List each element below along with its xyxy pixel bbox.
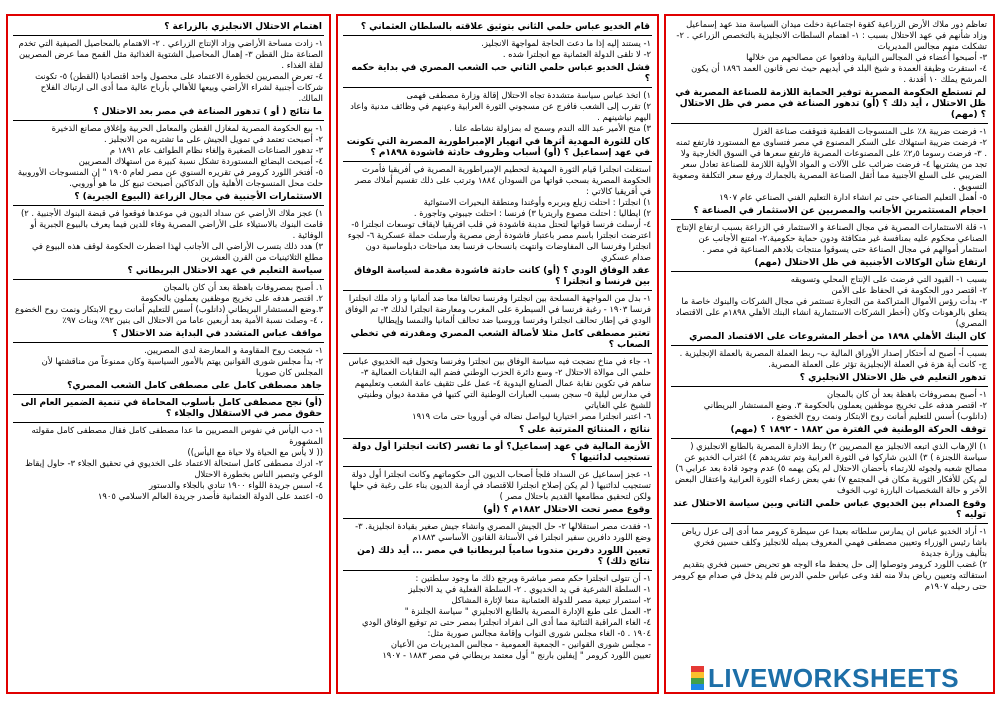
worksheet-column-left — [6, 14, 331, 694]
section-heading: ما نتائج ( أو ) تدهور الصناعة في مصر بعد الاحتلال ؟ — [13, 106, 324, 121]
section-paragraph: ١- جاء في مناخ نضجت فيه سياسة الوفاق بين انجلترا وفرنسا وتحول فيه الخديوي عباس حلمي الى موالاة الاحتلال ٢- وسع دائرة الحزب الوطني فضم اليه النقابات العمالية ٣- ساهم في تكوين نقابة عمال الصنايع اليدوية ٤- عمل على تثقيف عامة الشعب وتعليمهم في مدارس ليلية ٥- سجن بسبب العبارات الوطنية التي كتبها في مقدمة ديوان وطنيتي للشيخ علي الغاياتي — [348, 356, 651, 410]
logo-mark-icon — [691, 666, 704, 690]
section-heading: قام الخديو عباس حلمي الثاني بتوثيق علاقته بالسلطان العثماني ؟ — [343, 21, 652, 36]
worksheet-column-right — [664, 14, 995, 694]
section-paragraph: ٣.وضع المستشار البريطاني (دانلوب) أسس للتعليم أمانت روح الابتكار ونمت روح الخضوع ، ٤- وصلت نسبة الأمية بعد أربعين عاما من الاحتلال الى بنين ٩٢٪ وبنات ٩٧٪ — [14, 304, 323, 325]
section-paragraph: ٣- تدهور الصناعات الصغيرة وإلغاء نظام الطوائف عام ١٨٩١ م — [109, 145, 323, 155]
section-paragraph: ٢- فرضت ضريبة استهلاك على السكر المصنوع في مصر فتساوى مع المستورد فارتفع ثمنه . ٣- فرضت رسوما ٢٫٥٪ على المصنوعات المصرية فارتفع سعرها في السوق الخارجية ولا تجد من يشتريها ٤- فرضت ضرائب على الآلات و المواد الأولية اللازمة للصناعة تعادل سعر الضريبي على السلع الأجنبية مما أثقل الصناعة المصرية بالجمارك ورفع سعر التكلفة وصعوبة التسويق . — [672, 137, 987, 191]
section-paragraph: ٢) غضب اللورد كرومر وتوصلوا إلى حل يحفظ ماء الوجه هو تحريض حسين فخري بتقديم استقالته وتعيين رياض بدلا منه لقد وعى عباس حلمي الدرس فلم يدخل في صدام مع كرومر حتى رحيله ١٩٠٧م — [672, 559, 987, 591]
section-paragraph: ٣- بدأت رؤس الأموال المتراكمة من التجارة تستثمر في مجال الشركات والبنوك خاصة ما يتعلق بالرهونات وكان (أخطر الشركات الاستثمارية انشاء البنك الأهلي ١٨٩٨م على الاقتصاد المصري) — [675, 296, 987, 328]
section-paragraph: ١- زادت مساحة الأراضي وزاد الإنتاج الزراعي . ٢- الاهتمام بالمحاصيل الصيفية التي تخدم الصناعة مثل القطن ٣- إهمال المحاصيل الشتوية الغذائية مثل القمح مما عرض المصريين لقلة الغذاء . — [18, 38, 323, 70]
section-paragraph: ١) الإرهاب الذي اتبعه الانجليز مع المصريين ٢) ربط الادارة المصرية بالطابع الانجليزي ( سياسة اللجنزة ) ٣) الذين شاركوا في الثورة العرابية وتم تشريدهم ٤) اغتراب الخديو عن مصالح شعبه ولجوئه للارتماء بأحضان الاحتلال لم يكن يهمه ٥) عدم وجود قادة بعد عرابي ٦) لم يكن للأفكار الثورية مكان في المجتمع ٧) نفي بعض زعماء الثورة العرابية واعتقال البعض الآخر و حالة الشخصيات البارزة ثوب الخوف — [674, 441, 987, 495]
section-paragraph: - مجلس شورى القوانين - الجمعية العمومية - مجالس المديريات من الأعيان — [390, 639, 651, 649]
section-paragraph: ٢- لا تلقى الدولة العثمانية مع انجلترا شده . — [502, 49, 651, 59]
liveworksheets-logo[interactable] — [691, 663, 991, 693]
section-paragraph: ٥- أفتخر اللورد كرومر في تقريره السنوي عن مصر لعام ١٩٠٥ " إن المنسوجات الأوروبية حلت محل المنسوجات الأهلية وإن الدكاكين أصبحت تبيع كل ما هو أوروبي. — [17, 167, 323, 188]
section-heading: احجام المستثمرين الأجانب والمصريين عن الاستثمار في الصناعة ؟ — [671, 205, 988, 220]
section-heading: جاهد مصطفى كامل على مصطفى كامل الشعب المصري؟ — [13, 380, 324, 395]
section-heading: لم تستطع الحكومة المصرية توفير الحماية اللازمة للصناعة المصرية في ظل الاحتلال ، أيد ذلك ؟ (أو) تدهور الصناعة في مصر في ظل الاحتلال ؟ (مهم) — [671, 87, 988, 124]
section-heading: نتائج ، المنتائج المترتبة على ؟ — [343, 424, 652, 439]
section-heading: ارتفاع شأن الوكالات الأجنبية في ظل الاحتلال (مهم) — [671, 257, 988, 272]
section-paragraph: ١- أصبح بمصروفات باهظة بعد أن كان بالمجان — [826, 389, 987, 399]
section-paragraph: ١- عجز إسماعيل عن السداد فلجأ أصحاب الديون الى حكوماتهم وكانت انجلترا أول دولة تستجيب لدائنيها ( لم يكن إصلاح انجلترا للاقتصاد في أزمة الديون بناء على رغبة في حلها ولكن لتحقيق مطامعها القديم باحتلال مصر ) — [349, 469, 651, 501]
section-paragraph: استغلت انجلترا قيام الثورة المهدية لتحطيم الإمبراطورية المصرية في أفريقيا فأمرت الحكومة المصرية بسحب قواتها من السودان ١٨٨٤ وترتب على ذلك تقسيم أملاك مصر في أفريقيا كالاتي : — [354, 164, 651, 196]
section-paragraph: ٤- أرسلت فرنسا قواتها لتحتل مدينة فاشودة في قلب افريقيا لايقاف توسعات انجلترا ٥- اعترضت انجلترا باسم مصر باعتبار فاشودة أرض مصرية وأرسلت حملة عسكرية ٦- لجوء انجلترا وفرنسا الى المفاوضات وانتهت بانسحاب فرنسا بعد مباحثات دبلوماسية دون صدام عسكري — [347, 219, 651, 262]
section-paragraph: ١. أصبح بمصروفات باهظة بعد أن كان بالمجان — [163, 282, 323, 292]
section-paragraph: ٢. اقتصر هدفه على تخريج موظفين يعملون بالحكومة — [140, 293, 323, 303]
section-heading: الأزمة المالية في عهد إسماعيل؟ أو ما تفسر (كانت انجلترا أول دولة تستجيب لدائنيها ؟ — [343, 441, 652, 467]
section-paragraph: ٢- ادرك مصطفى كامل استحالة الاعتماد على الخديوي في تحقيق الجلاء ٣- حاول إيقاظ الوعي وتبصير الناس بخطورة الاحتلال — [25, 458, 323, 479]
section-paragraph: ١) اتخذ عباس سياسة متشددة تجاه الاحتلال إقالة وزارة مصطفى فهمى — [406, 90, 651, 100]
section-heading: سياسة التعليم في عهد الاحتلال البريطاني ؟ — [13, 265, 324, 280]
section-heading: (أو) نجح مصطفى كامل بأسلوب المحاماة في تنمية الضمير العام الى حقوق مصر في الاستقلال والجلاء ؟ — [13, 397, 324, 423]
section-paragraph: بسبب ١- القيود التي فرضت على الإنتاج المحلي وتسويقه — [790, 274, 987, 284]
section-paragraph: ١- أراد الخديو عباس ان يمارس سلطاته بعيدا عن سيطرة كرومر مما أدى إلى عزل رياض باشا رئيس الوزراء وتعيين مصطفى فهمي المعروف بميله للانجليز وكلف حسين فخري بتأليف وزارة جديدة — [681, 526, 987, 558]
section-paragraph: ٢- اقتصر هدفه على تخريج موظفين يعملون بالحكومة ٣. وضع المستشار البريطاني (دانلوب) أسس للتعليم أمانت روح الابتكار ونمت روح الخضوع ، — [703, 400, 987, 421]
section-heading: اهتمام الاحتلال الانجليزي بالزراعة ؟ — [13, 21, 324, 36]
section-paragraph: (( لا يأس مع الحياة ولا حياة مع اليأس)) — [187, 447, 323, 457]
section-paragraph: ٤- اسس جريدة اللواء ١٩٠٠ تنادي بالجلاء والدستور — [148, 480, 323, 490]
section-paragraph: ١- قلة الاستثمارات المصرية في مجال الصناعة و الاستثمار في الزراعة بسبب ارتفاع الإنتاج الصناعي محكوم عليه بمنافسة غير متكافئة ودون حماية حكومية.٢- امتنع الأجانب عن استثمار أموالهم في مجال الصناعة حتى يسوقوا منتجات بلادهم الصناعية في مصر . — [676, 222, 987, 254]
section-paragraph: ١- شجعت روح المقاومة و المعارضة لدى المصريين. — [144, 345, 323, 355]
section-paragraph: ٤- الغاء المراقبة الثنائية مما أدى الى انفراد انجلترا بمصر حتى تم توقيع الوفاق الودي ١٩٠٤ . ٥- الغاء مجلس شورى النواب وإقامة مجالس صورية مثل: — [362, 617, 651, 638]
section-paragraph: بسبب أ- أصبح له أحتكار إصدار الأوراق المالية ب- ربط العملة المصرية بالعملة الإنجليزية . ج- كانت أية هزة في العملة الإنجليزية تؤثر على العملة المصرية. — [679, 348, 987, 369]
worksheet-column-middle — [336, 14, 659, 694]
section-heading: توقف الحركة الوطنية في الفترة من ١٨٨٢ - ١٨٩٢ ؟ (مهم) — [671, 424, 988, 439]
section-paragraph: ١- يستند إليه إذا ما دعت الحاجة لمواجهة الانجليز. — [481, 38, 651, 48]
logo-text: LIVEWORKSHEETS — [708, 662, 960, 693]
section-paragraph: ٦- اعتبر انجلترا مصر اختياريا ليواصل نضاله في أوروبا حتى مات ١٩١٩ — [412, 411, 651, 421]
section-paragraph: ١) انجلترا : احتلت زيلع وبربره وأوغندا ومنطقة البحيرات الاستوائية — [423, 197, 651, 207]
section-paragraph: ١- دب اليأس في نفوس المصريين ما عدا مصطفى كامل فقال مصطفى كامل مقولته المشهورة — [31, 425, 323, 446]
section-heading: تعتبر مصطفى كامل مثلا لأصالة الشعب المصري ومقدرته في تخطي الصعاب ؟ — [343, 328, 652, 354]
section-paragraph: تعاظم دور ملاك الأرض الزراعية كقوة اجتماعية دخلت ميدان السياسة منذ عهد إسماعيل وزاد شأنهم في عهد الاحتلال بسبب : ١- اهتمام السلطات الانجليزية بالتخصص الزراعي . ٢- تشكلت منهم مجالس المديريات — [676, 19, 987, 51]
section-paragraph: ٣- العمل على طبع الإدارة المصرية بالطابع الانجليزي " سياسة الجلنزة " — [404, 606, 651, 616]
section-paragraph: ٤- أصبحت البضائع المستوردة تشكل نسبة كبيرة من استهلاك المصريين — [78, 156, 323, 166]
section-paragraph: ١- فرضت ضريبة ٨٪ على المنسوجات القطنية فتوقفت صناعة الغزل — [752, 126, 987, 136]
section-heading: كان البنك الأهلي ١٨٩٨ من أخطر المشروعات على الاقتصاد المصري — [671, 331, 988, 346]
logo-stripe — [691, 684, 704, 690]
section-paragraph: ١- السلطة الشرعية في يد الخديوي . ٢- السلطة الفعلية في يد الانجليز — [408, 584, 651, 594]
section-heading: وقوع مصر تحت الاحتلال ١٨٨٢م ؟ (أو) — [343, 504, 652, 519]
section-heading: كان للثورة المهدية أثرها في انهيار الإمبراطورية المصرية التي تكونت في عهد إسماعيل ؟ (أو) أسباب وظروف حادثة فاشودة ١٨٩٨م ؟ — [343, 136, 652, 162]
section-paragraph: ٣) منح الأمير عبد الله الندم وسمح له بمزاولة نشاطه علنا . — [449, 123, 651, 133]
section-heading: عقد الوفاق الودي ؟ (أو) كانت حادثة فاشودة مقدمة لسياسة الوفاق بين فرنسا و انجلترا ؟ — [343, 265, 652, 291]
section-paragraph: ٥- اعتمد على الدولة العثمانية فأصدر جريدة العالم الاسلامي ١٩٠٥ — [97, 491, 323, 501]
section-paragraph: ٥- أهمل التعليم الصناعي حتى تم انشاء ادارة التعليم الفني الصناعي عام ١٩٠٧ — [719, 192, 987, 202]
section-paragraph: ٢- اقتصر دور الحكومة في الحفاظ على الأمن — [831, 285, 987, 295]
section-heading: فشل الخديو عباس حلمي الثاني حب الشعب المصري في بداية حكمه ؟ — [343, 62, 652, 88]
section-paragraph: ١- بيع الحكومة المصرية لمغازل القطن والمعامل الحربية وإغلاق مصانع الذخيرة — [51, 123, 323, 133]
section-paragraph: ٤- استقرت وظيفة العمدة و شيخ البلد في أيديهم حيث نص قانون العمد ١٨٩٦ أن يكون المرشح يملك ١٠ أفدنة . — [691, 63, 987, 84]
section-paragraph: ٣- أصبحوا أعضاء في المجالس النيابية ودافعوا عن مصالحهم من خلالها — [746, 52, 987, 62]
section-paragraph: ١- أن تتولى انجلترا حكم مصر مباشرة ويرجع ذلك ما وجود سلطتين : — [415, 573, 651, 583]
section-heading: تعيين اللورد دفرين مندوبا سامياً لبريطانيا في مصر ... أيد ذلك (من نتائج ذلك) ؟ — [343, 545, 652, 571]
section-heading: تدهور التعليم في ظل الاحتلال الانجليزي ؟ — [671, 372, 988, 387]
section-paragraph: ١- فقدت مصر استقلالها ٢- حل الجيش المصري وانشاء جيش صغير بقيادة انجليزية. ٣- وضع اللورد دافرين سفير انجلترا في الأستانة القانون الأساسي ١٨٨٣م — [355, 521, 651, 542]
section-paragraph: ٤- تعرض المصريين لخطورة الاعتماد على محصول واحد اقتصاديا (القطن) ٥- تكونت شركات أجنبية لشراء الأراضي وبيعها للأهالي بأرباح عالية مما أدى الى ارتباك الفلاح المالك. — [35, 71, 323, 103]
section-paragraph: ٢) تقرب إلى الشعب فافرج عن مسجوني الثورة العرابية وعينهم في وظائف مدنية واعاد اليهم نياشينهم . — [350, 101, 651, 122]
section-paragraph: ١) عجز ملاك الأراضي عن سداد الديون في موعدها فوقعوا في قبضة البنوك الأجنبية . ٢) قامت البنوك بالاستيلاء على الأراضي المصرية وفاء للدين فيما يعرف بالبيوع الجبرية أو الوفائية . — [20, 208, 323, 240]
section-paragraph: ٢- بدأ مجلس شورى القوانين يهتم بالأمور السياسية وكان ممنوعاً من مناقشتها لأن المجلس كان صوريا — [41, 356, 323, 377]
section-heading: الاستثمارات الأجنبية في مجال الزراعة (البيوع الجبرية) ؟ — [13, 191, 324, 206]
section-paragraph: ٢- أصبحت تعتمد في تمويل الجيش على ما تشتريه من الانجليز . — [103, 134, 323, 144]
section-paragraph: ٣) هدد ذلك بتسرب الأراضي الى الأجانب لهذا اضطرت الحكومة لوقف هذه البيوع في مطلع الثلاثينيات من القرن العشرين — [31, 241, 323, 262]
section-heading: وقوع الصدام بين الخديوي عباس حلمي الثاني وبين سياسة الاحتلال عند توليه ؟ — [671, 498, 988, 524]
section-paragraph: تعيين اللورد كرومر " إيفلين بارنج " أول معتمد بريطاني في مصر ١٨٨٣ - ١٩٠٧ — [382, 650, 651, 660]
section-paragraph: ١- بدل من المواجهة المسلحة بين انجلترا وفرنسا تحالفا معا ضد ألمانيا و زاد ملك انجلترا فرنسا ١٩٠٣ - رغبة فرنسا في السيطرة على المغرب ومعارضة انجلترا لذلك ٣- تم الوفاق الودي في إطار تحالف انجلترا وفرنسا وروسيا ضد تحالف ألمانيا والنمسا وإيطاليا — [345, 293, 651, 325]
section-paragraph: ٢- استمرار تبعية مصر للدولة العثمانية منعا لإثارة المشاكل — [451, 595, 651, 605]
section-paragraph: ٢) ايطاليا : احتلت مصوع واريتريا ٣) فرنسا : احتلت جيبوتي وتاجورة . — [413, 208, 651, 218]
section-heading: مواقف عباس المتشدد في البداية ضد الاحتلال ؟ — [13, 328, 324, 343]
